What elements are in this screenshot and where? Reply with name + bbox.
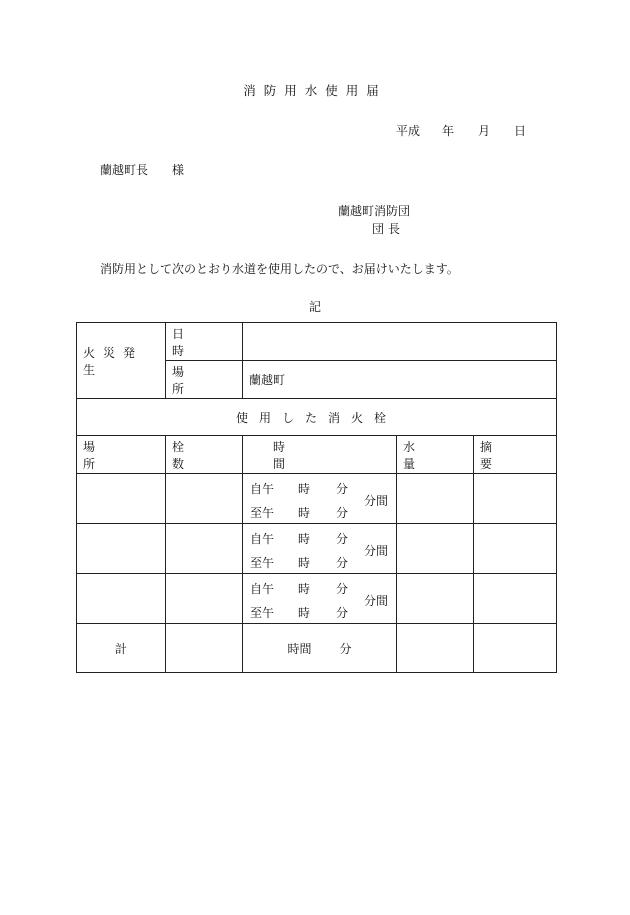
date-era: 平成 [395, 124, 420, 138]
fire-occurrence-label: 火災発生 [77, 323, 166, 399]
table-row [77, 524, 557, 574]
location-label: 場所 [166, 361, 243, 399]
cell-count[interactable] [166, 474, 243, 524]
cell-time[interactable]: 自午 時 分 至午 時 分 分間 [243, 574, 397, 624]
col-count: 栓数 [166, 436, 243, 474]
minutes-label: 分間 [363, 544, 388, 558]
hydrant-form-table [76, 322, 557, 673]
cell-remarks[interactable] [474, 474, 557, 524]
table-row [77, 474, 557, 524]
date-year: 年 [441, 124, 454, 138]
ki-label: 記 [308, 300, 321, 314]
col-remarks: 摘要 [474, 436, 557, 474]
total-count[interactable] [166, 624, 243, 673]
page-title: 消防用水使用届 [243, 83, 387, 98]
cell-count[interactable] [166, 524, 243, 574]
sender-title: 団長 [372, 222, 405, 236]
table-row [77, 574, 557, 624]
col-time: 時間 [243, 436, 397, 474]
cell-water[interactable] [397, 524, 474, 574]
date-day: 日 [513, 124, 526, 138]
cell-place[interactable] [77, 474, 166, 524]
cell-place[interactable] [77, 524, 166, 574]
cell-water[interactable] [397, 474, 474, 524]
sender-org: 蘭越町消防団 [338, 204, 411, 218]
cell-remarks[interactable] [474, 574, 557, 624]
datetime-value[interactable] [243, 323, 557, 361]
cell-water[interactable] [397, 574, 474, 624]
addressee-name: 蘭越町長 [100, 163, 149, 177]
cell-time[interactable]: 自午 時 分 至午 時 分 分間 [243, 474, 397, 524]
total-label: 計 [77, 624, 166, 673]
addressee [100, 163, 184, 177]
col-place: 場所 [77, 436, 166, 474]
body-text: 消防用として次のとおり水道を使用したので、お届けいたします。 [100, 262, 459, 276]
cell-place[interactable] [77, 574, 166, 624]
datetime-label: 日時 [166, 323, 243, 361]
minutes-label: 分間 [363, 494, 388, 508]
cell-remarks[interactable] [474, 524, 557, 574]
hydrant-header: 使用した消火栓 [77, 399, 557, 436]
cell-count[interactable] [166, 574, 243, 624]
total-remarks[interactable] [474, 624, 557, 673]
col-water: 水量 [397, 436, 474, 474]
total-time[interactable]: 時間 分 [243, 624, 397, 673]
minutes-label: 分間 [363, 594, 388, 608]
date-month: 月 [477, 124, 490, 138]
location-value[interactable]: 蘭越町 [243, 361, 557, 399]
addressee-honorific: 様 [172, 163, 185, 177]
date-line [396, 124, 526, 138]
total-water[interactable] [397, 624, 474, 673]
total-row [77, 624, 557, 673]
cell-time[interactable]: 自午 時 分 至午 時 分 分間 [243, 524, 397, 574]
